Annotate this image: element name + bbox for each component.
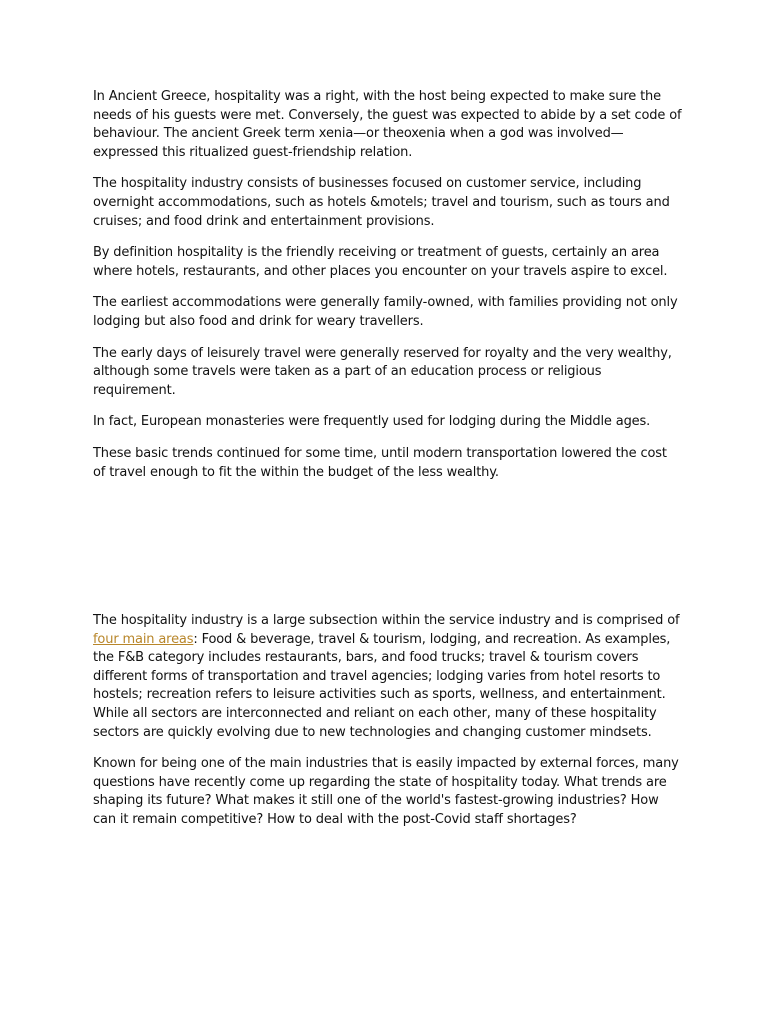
- paragraph-text-before-link: The hospitality industry is a large subsection within the service industry and is comprised of: [93, 613, 680, 629]
- blank-space: [93, 495, 683, 612]
- paragraph-industry-definition: The hospitality industry consists of businesses focused on customer service, including overnight accommodations, such as hotels &motels; travel and tourism, such as tours and cruises; and food drink and entertainment provisions.: [93, 176, 670, 229]
- paragraph-text-after-link: : Food & beverage, travel & tourism, lodging, and recreation. As examples, the F&B category includes restaurants, bars, and food trucks; travel & tourism covers different forms of transportation and travel agencies; lodging varies from hotel resorts to hostels; recreation refers to leisure activities such as sports, wellness, and entertainment. While all sectors are interconnected and reliant on each other, many of these hospitality sectors are quickly evolving due to new technologies and changing customer mindsets.: [93, 631, 671, 740]
- paragraph-ancient-greece: In Ancient Greece, hospitality was a right, with the host being expected to make sure the needs of his guests were met. Conversely, the guest was expected to abide by a set code of behaviour. The ancient Greek term xenia—or theoxenia when a god was involved—expressed this ritualized guest-friendship relation.: [93, 89, 682, 160]
- paragraph-basic-trends: These basic trends continued for some time, until modern transportation lowered the cost of travel enough to fit the within the budget of the less wealthy.: [93, 445, 667, 480]
- four-main-areas-link[interactable]: four main areas: [93, 631, 194, 647]
- paragraph-four-main-areas: [93, 612, 683, 742]
- paragraph-leisurely-travel: The early days of leisurely travel were generally reserved for royalty and the very wealthy, although some travels were taken as a part of an education process or religious requirement.: [93, 345, 672, 398]
- document-body: [93, 88, 683, 843]
- paragraph-earliest-accommodations: The earliest accommodations were generally family-owned, with families providing not only lodging but also food and drink for weary travellers.: [93, 295, 678, 329]
- paragraph-external-forces: Known for being one of the main industries that is easily impacted by external forces, many questions have recently come up regarding the state of hospitality today. What trends are shaping its future? What makes it still one of the world's fastest-growing industries? How can it remain competitive? How to deal with the post-Covid staff shortages?: [93, 756, 679, 828]
- paragraph-hospitality-definition: By definition hospitality is the friendly receiving or treatment of guests, certainly an area where hotels, restaurants, and other places you encounter on your travels aspire to excel.: [93, 245, 668, 279]
- paragraph-monasteries: In fact, European monasteries were frequently used for lodging during the Middle ages.: [93, 414, 651, 430]
